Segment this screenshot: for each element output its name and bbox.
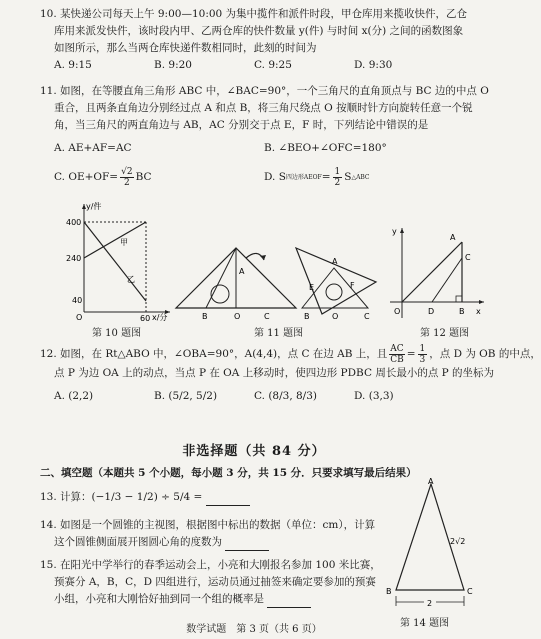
q13-answer-blank[interactable] — [206, 493, 250, 506]
q11-options-row-1 — [40, 140, 480, 157]
q15-answer-blank[interactable] — [267, 595, 311, 608]
q11-option-c-numerator: √2 — [121, 167, 133, 177]
q14-answer-blank[interactable] — [225, 538, 269, 551]
section-title-non-choice: 非选择题（共 84 分） — [182, 444, 326, 459]
section-2-heading: 二、填空题（本题共 5 个小题，每小题 3 分，共 15 分．只要求填写最后结果） — [40, 467, 417, 479]
fig10-origin: O — [76, 313, 83, 322]
fig11-label-a-left: A — [239, 267, 245, 276]
fig11-label-b-left: B — [202, 312, 208, 321]
q12-option-a: A. (2,2) — [54, 390, 94, 402]
q12-fraction-denominator: CB — [390, 355, 404, 365]
fig12-caption: 第 12 题图 — [420, 328, 470, 339]
q12-line-1-text: 12. 如图，在 Rt△ABO 中，∠OBA=90°，A(4,4)，点 C 在边 AB 上，且 — [40, 348, 388, 360]
question-10 — [40, 6, 480, 74]
q11-option-d-numerator: 1 — [334, 167, 341, 177]
fig14-label-base: 2 — [427, 599, 433, 608]
fig11-label-f-right: F — [350, 281, 355, 290]
fig11-label-c-right: C — [364, 312, 370, 321]
page-footer: 数学试题 第 3 页（共 6 页） — [186, 624, 322, 635]
q10-line-2: 库用来派发快件，该时段内甲、乙两仓库的快件数量 y(件) 与时间 x(分) 之间的函数图象 — [54, 25, 464, 37]
q11-line-1: 11. 如图，在等腰直角三角形 ABC 中，∠BAC=90°，一个三角尺的直角顶点与 BC 边的中点 O — [40, 85, 489, 97]
fig12-label-x: x — [476, 307, 481, 316]
q14-line-2 — [40, 534, 380, 551]
fig11-ruler-left — [206, 248, 236, 308]
fig11-label-e-right: E — [309, 283, 315, 292]
question-12 — [40, 344, 541, 405]
fig12-label-d: D — [428, 307, 435, 316]
question-11 — [40, 83, 489, 188]
question-15 — [40, 557, 380, 608]
fig11-left-diagram — [176, 248, 296, 321]
fig10-x-label: x/分 — [152, 313, 168, 322]
fig10-line-jia — [84, 222, 146, 301]
fig12-right-angle — [456, 296, 462, 302]
fig14-caption: 第 14 题图 — [400, 618, 450, 629]
fig10-caption: 第 10 题图 — [92, 328, 142, 339]
q10-line-3: 如图所示，那么当两仓库快递件数相同时，此刻的时间为 — [54, 42, 317, 54]
q11-option-d-equals: = — [321, 171, 331, 183]
fig14-label-a: A — [428, 477, 434, 486]
fig11-right-diagram — [296, 248, 376, 321]
fig11-label-o-left: O — [234, 312, 241, 321]
figure-12-coordinate — [386, 224, 486, 322]
question-14 — [40, 517, 380, 551]
q15-line-2: 预赛分 A，B，C，D 四组进行，运动员通过抽签来确定要参加的预赛 — [54, 576, 376, 588]
figure-14-cone-view — [386, 478, 476, 610]
fig14-label-c: C — [467, 587, 473, 596]
fig10-line-yi — [84, 222, 146, 258]
q12-equals: = — [406, 348, 416, 360]
fig11-caption: 第 11 题图 — [254, 328, 304, 339]
fig11-label-b-right: B — [304, 312, 310, 321]
q13-text: 13. 计算：(−1/3 − 1/2) ÷ 5/4 = — [40, 491, 203, 503]
q11-option-c-tail: BC — [135, 171, 152, 183]
q11-option-a: A. AE+AF=AC — [54, 142, 132, 154]
q11-option-c-text: C. OE+OF= — [54, 171, 119, 183]
q11-option-c — [54, 167, 264, 188]
q10-options — [40, 57, 480, 74]
q12-fraction-one-third — [418, 344, 428, 365]
q10-line-1: 10. 某快递公司每天上午 9:00—10:00 为集中揽件和派件时段，甲仓库用来揽收快件，乙仓 — [40, 8, 468, 20]
question-13 — [40, 489, 370, 506]
q11-line-2: 重合，且两条直角边分别经过点 A 和点 B，将三角尺绕点 O 按顺时针方向旋转任意一个锐 — [54, 102, 473, 114]
q11-option-d-tail: S — [344, 171, 352, 183]
q11-line-3: 角，当三角尺的两直角边与 AB，AC 分别交于点 E，F 时，下列结论中错误的是 — [54, 119, 429, 131]
fig10-tick-240: 240 — [66, 254, 82, 263]
fig12-y-arrow — [400, 228, 404, 233]
q12-option-d: D. (3,3) — [354, 390, 394, 402]
q14-line-1: 14. 如图是一个圆锥的主视图，根据图中标出的数据（单位：cm），计算 — [40, 519, 376, 531]
q14-line-2-text: 这个圆锥侧面展开图圆心角的度数为 — [54, 536, 222, 548]
q12-fraction-numerator: AC — [390, 344, 404, 354]
q11-option-d-fraction — [333, 167, 343, 188]
fig12-label-b: B — [459, 307, 465, 316]
q11-option-c-fraction — [120, 167, 133, 188]
fig12-label-o: O — [394, 307, 401, 316]
fig12-label-y: y — [392, 227, 397, 236]
q11-option-d-denominator: 2 — [334, 178, 341, 188]
fig14-label-slant: 2√2 — [450, 537, 466, 546]
fig12-segment-dc — [432, 258, 462, 302]
fig11-label-a-right: A — [332, 257, 338, 266]
fig12-x-arrow — [479, 300, 484, 304]
fig10-label-jia: 甲 — [120, 238, 128, 247]
q12-fraction-ac-cb — [389, 344, 404, 365]
q10-option-b: B. 9:20 — [154, 59, 192, 71]
q11-option-c-denominator: 2 — [123, 178, 130, 188]
q12-line-1 — [40, 344, 541, 365]
fig10-tick-40: 40 — [72, 296, 83, 305]
q12-line-1-tail: ，点 D 为 OB 的中点， — [429, 348, 541, 360]
q15-line-1: 15. 在阳光中学举行的春季运动会上，小亮和大刚报名参加 100 米比赛， — [40, 559, 381, 571]
q12-line-2: 点 P 为边 OA 上的动点，当点 P 在 OA 上移动时，使四边形 PDBC 周长最小的点 P 的坐标为 — [54, 367, 495, 379]
q11-option-d-subscript: 四边形AEOF — [285, 174, 322, 181]
fig12-label-a: A — [450, 233, 456, 242]
q12-option-b: B. (5/2, 5/2) — [154, 390, 218, 402]
q11-option-d — [264, 167, 370, 188]
q13-line — [40, 489, 370, 506]
q11-options-row-2 — [40, 167, 480, 188]
figure-11-triangles — [172, 244, 384, 322]
q12-options — [40, 388, 480, 405]
fig11-ruler-hole-right — [326, 284, 342, 300]
q11-option-d-text: D. S — [264, 171, 286, 183]
fig10-label-yi: 乙 — [127, 275, 135, 284]
figure-10-graph — [64, 200, 172, 322]
q10-option-c: C. 9:25 — [254, 59, 292, 71]
q15-line-3-text: 小组，小亮和大刚恰好抽到同一个组的概率是 — [54, 593, 264, 605]
q12-option-c: C. (8/3, 8/3) — [254, 390, 317, 402]
fig11-ruler-hole-left — [211, 285, 229, 303]
q11-option-b: B. ∠BEO+∠OFC=180° — [264, 142, 387, 154]
fig11-label-c-left: C — [264, 312, 270, 321]
fig10-tick-60: 60 — [140, 314, 151, 323]
q15-line-3 — [40, 591, 380, 608]
fig10-tick-400: 400 — [66, 218, 82, 227]
fig11-label-o-right: O — [332, 312, 339, 321]
q11-option-d-tail-subscript: △ABC — [351, 174, 370, 181]
q12-fraction2-numerator: 1 — [419, 344, 426, 354]
fig14-label-b: B — [386, 587, 392, 596]
q10-option-d: D. 9:30 — [354, 59, 393, 71]
q12-fraction2-denominator: 3 — [419, 355, 426, 365]
fig10-y-label: y/件 — [86, 202, 102, 211]
fig12-label-c: C — [465, 253, 471, 262]
q10-option-a: A. 9:15 — [54, 59, 92, 71]
